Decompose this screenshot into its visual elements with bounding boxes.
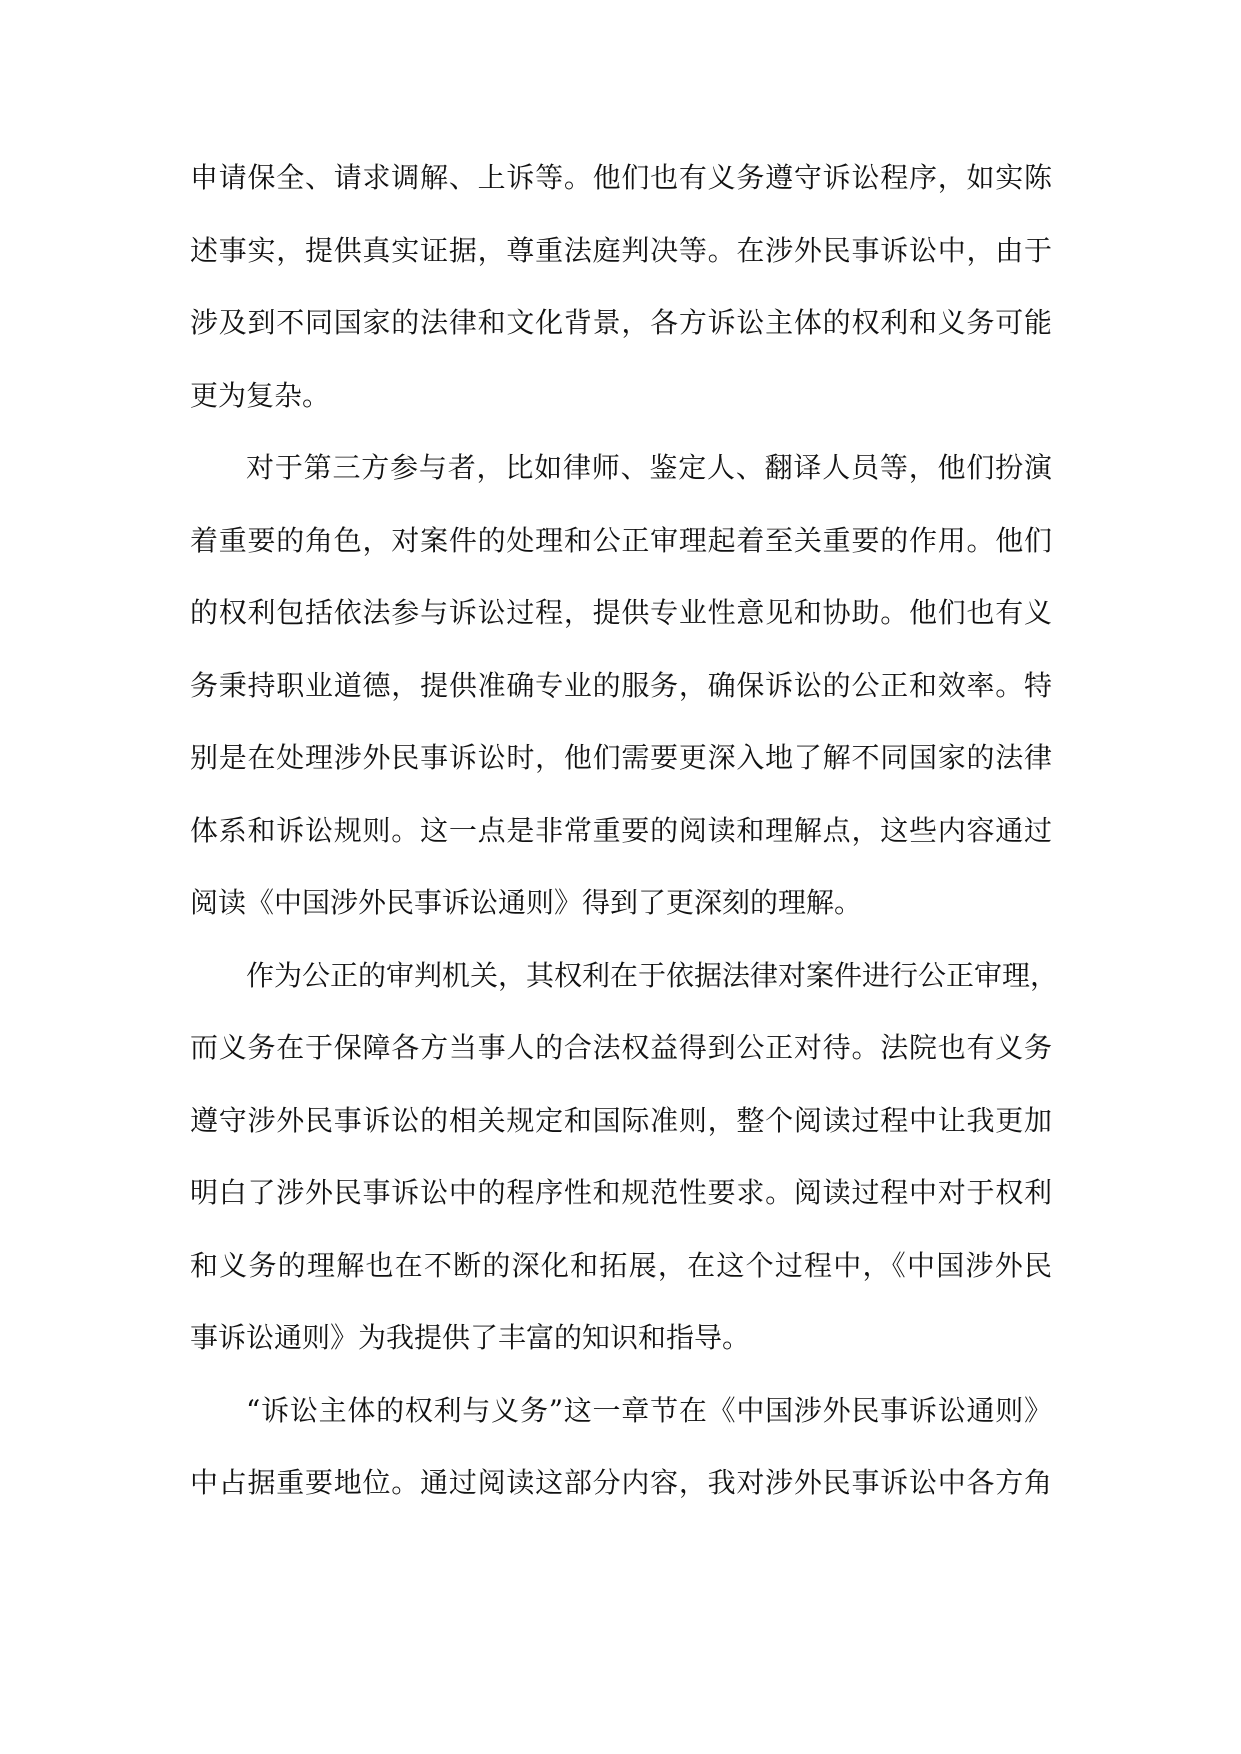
text-line: 阅读《中国涉外民事诉讼通则》得到了更深刻的理解。 bbox=[190, 886, 863, 919]
text-line: 遵守涉外民事诉讼的相关规定和国际准则，整个阅读过程中让我更加 bbox=[190, 1103, 1052, 1137]
text-line: 体系和诉讼规则。这一点是非常重要的阅读和理解点，这些内容通过 bbox=[190, 813, 1052, 847]
text-line: 更为复杂。 bbox=[190, 378, 331, 412]
text-line: 务秉持职业道德，提供准确专业的服务，确保诉讼的公正和效率。特 bbox=[190, 668, 1052, 702]
document-body bbox=[190, 142, 1059, 1520]
text-line: 而义务在于保障各方当事人的合法权益得到公正对待。法院也有义务 bbox=[190, 1031, 1052, 1064]
text-line: 着重要的角色，对案件的处理和公正审理起着至关重要的作用。他们 bbox=[190, 523, 1052, 557]
text-line: 对于第三方参与者，比如律师、鉴定人、翻译人员等，他们扮演 bbox=[246, 451, 1052, 484]
text-line: “诉讼主体的权利与义务”这一章节在《中国涉外民事诉讼通则》 bbox=[246, 1393, 1052, 1427]
text-line: 申请保全、请求调解、上诉等。他们也有义务遵守诉讼程序，如实陈 bbox=[190, 161, 1052, 194]
text-line: 明白了涉外民事诉讼中的程序性和规范性要求。阅读过程中对于权利 bbox=[190, 1176, 1052, 1209]
text-line: 述事实，提供真实证据，尊重法庭判决等。在涉外民事诉讼中，由于 bbox=[190, 233, 1052, 267]
text-line: 涉及到不同国家的法律和文化背景，各方诉讼主体的权利和义务可能 bbox=[190, 306, 1052, 339]
text-line: 和义务的理解也在不断的深化和拓展，在这个过程中，《中国涉外民 bbox=[190, 1248, 1052, 1282]
text-line: 作为公正的审判机关，其权利在于依据法律对案件进行公正审理， bbox=[246, 958, 1059, 992]
text-line: 别是在处理涉外民事诉讼时，他们需要更深入地了解不同国家的法律 bbox=[190, 741, 1052, 774]
text-line: 事诉讼通则》为我提供了丰富的知识和指导。 bbox=[190, 1321, 751, 1354]
text-line: 的权利包括依法参与诉讼过程，提供专业性意见和协助。他们也有义 bbox=[190, 596, 1052, 629]
text-line: 中占据重要地位。通过阅读这部分内容，我对涉外民事诉讼中各方角 bbox=[190, 1466, 1052, 1499]
